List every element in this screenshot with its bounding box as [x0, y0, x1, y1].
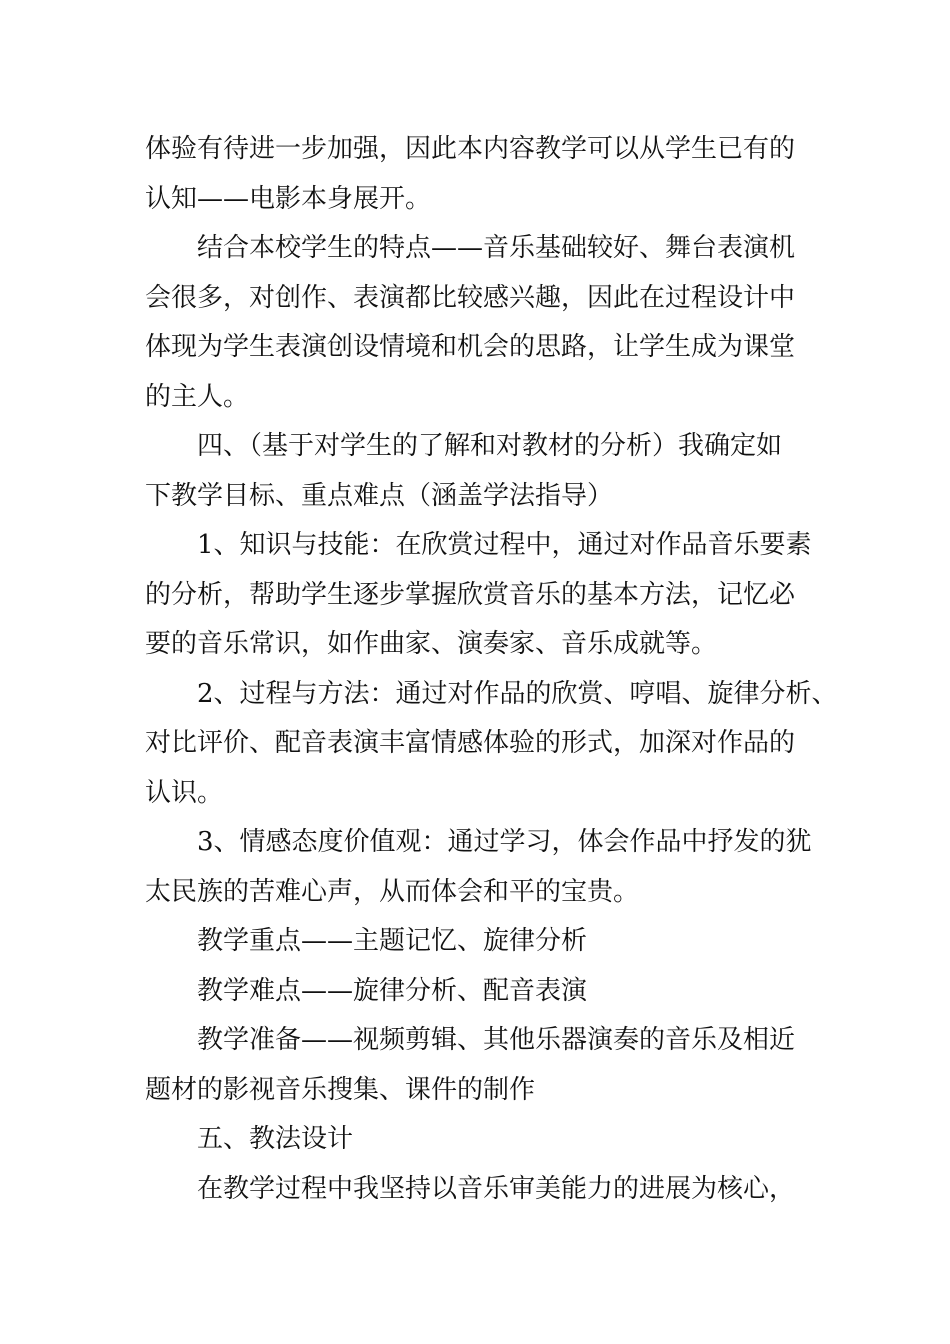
text-line: 四、（基于对学生的了解和对教材的分析）我确定如 — [197, 431, 783, 461]
text-line: 3、情感态度价值观：通过学习，体会作品中抒发的犹 — [197, 827, 812, 857]
text-line: 下教学目标、重点难点（涵盖学法指导） — [145, 480, 614, 511]
text-line: 对比评价、配音表演丰富情感体验的形式，加深对作品的 — [145, 728, 796, 758]
text-line: 教学难点——旋律分析、配音表演 — [197, 975, 588, 1006]
text-line: 的主人。 — [145, 381, 250, 412]
text-line: 教学准备——视频剪辑、其他乐器演奏的音乐及相近 — [197, 1025, 796, 1055]
text-line: 体现为学生表演创设情境和机会的思路，让学生成为课堂 — [145, 332, 796, 362]
text-line: 认知——电影本身展开。 — [145, 183, 432, 214]
text-line: 教学重点——主题记忆、旋律分析 — [197, 926, 588, 956]
text-line: 五、教法设计 — [197, 1124, 354, 1154]
text-line: 的分析，帮助学生逐步掌握欣赏音乐的基本方法，记忆必 — [145, 579, 796, 610]
text-line: 结合本校学生的特点——音乐基础较好、舞台表演机 — [197, 233, 796, 263]
text-line: 体验有待进一步加强，因此本内容教学可以从学生已有的 — [145, 134, 796, 164]
text-line: 太民族的苦难心声，从而体会和平的宝贵。 — [145, 876, 640, 907]
text-line: 1、知识与技能：在欣赏过程中，通过对作品音乐要素 — [197, 530, 812, 560]
text-line: 会很多，对创作、表演都比较感兴趣，因此在过程设计中 — [145, 282, 796, 313]
text-line: 题材的影视音乐搜集、课件的制作 — [145, 1074, 536, 1105]
text-line: 要的音乐常识，如作曲家、演奏家、音乐成就等。 — [145, 629, 718, 659]
text-line: 2、过程与方法：通过对作品的欣赏、哼唱、旋律分析、 — [197, 678, 838, 709]
text-line: 在教学过程中我坚持以音乐审美能力的进展为核心， — [197, 1173, 796, 1204]
document-body — [145, 125, 838, 1214]
text-line: 认识。 — [145, 777, 224, 808]
